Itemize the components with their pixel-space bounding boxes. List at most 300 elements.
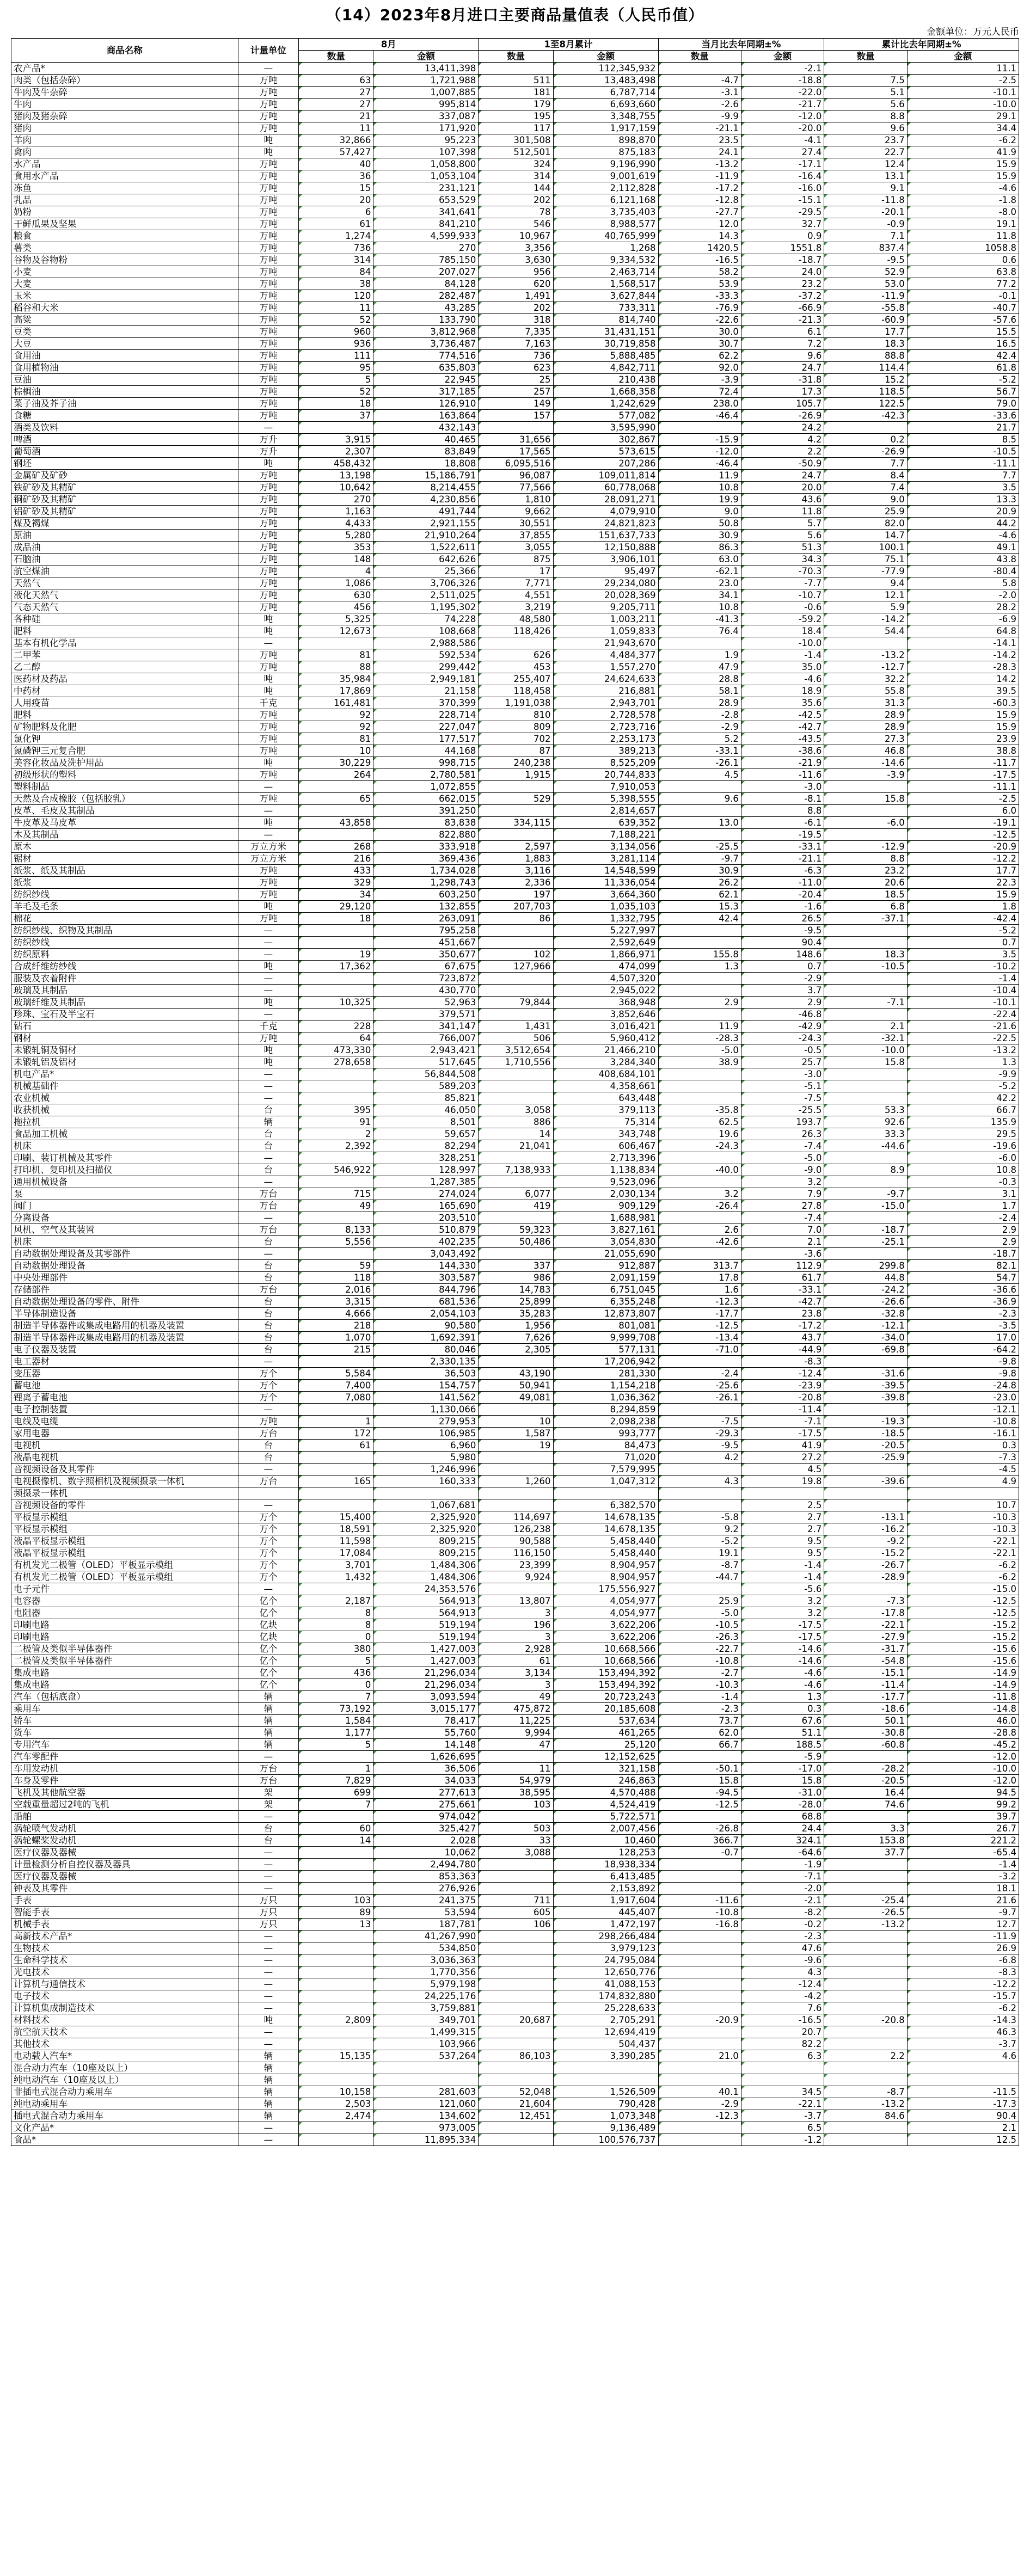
cell-yoy-month-amt: -22.1 — [741, 2098, 824, 2110]
cell-month-qty: 18 — [299, 398, 373, 410]
cell-month-amt: 1,522,611 — [373, 542, 479, 554]
cell-month-amt: 341,641 — [373, 206, 479, 218]
cell-cum-amt: 41,088,153 — [553, 1978, 658, 1990]
cell-month-amt: 592,534 — [373, 649, 479, 661]
cell-unit: 万吨 — [238, 518, 299, 530]
cell-yoy-cum-amt: 56.7 — [907, 386, 1019, 398]
cell-month-qty: 15,135 — [299, 2050, 373, 2062]
cell-yoy-cum-amt: -65.4 — [907, 1847, 1019, 1859]
table-row — [11, 1775, 1019, 1787]
cell-yoy-month-qty: -29.3 — [658, 1428, 741, 1440]
cell-month-qty — [299, 1978, 373, 1990]
cell-name: 音视频设备的零件 — [11, 1499, 238, 1511]
table-row — [11, 1104, 1019, 1116]
cell-yoy-cum-qty: -26.9 — [824, 446, 907, 458]
cell-month-amt: 24,225,176 — [373, 1990, 479, 2002]
cell-yoy-cum-amt: 12.5 — [907, 2134, 1019, 2146]
cell-cum-amt: 2,705,291 — [553, 2014, 658, 2026]
cell-yoy-month-qty: -13.4 — [658, 1332, 741, 1344]
cell-unit: 万吨 — [238, 302, 299, 314]
cell-yoy-cum-amt: 22.3 — [907, 877, 1019, 889]
cell-unit: — — [238, 1499, 299, 1511]
cell-month-amt: 337,087 — [373, 110, 479, 122]
cell-unit: 万个 — [238, 1511, 299, 1523]
cell-yoy-cum-amt: 10.8 — [907, 1164, 1019, 1176]
cell-name: 纸浆 — [11, 877, 238, 889]
cell-month-qty: 5,584 — [299, 1368, 373, 1380]
cell-month-qty: 37 — [299, 410, 373, 422]
cell-unit: — — [238, 2134, 299, 2146]
cell-month-qty: 1,432 — [299, 1571, 373, 1583]
cell-month-amt: 432,143 — [373, 422, 479, 434]
cell-cum-qty: 25 — [479, 374, 553, 386]
cell-month-amt: 3,812,968 — [373, 326, 479, 338]
cell-cum-qty: 126,238 — [479, 1523, 553, 1535]
cell-yoy-month-amt: 82.2 — [741, 2038, 824, 2050]
header-qty: 数量 — [299, 51, 373, 63]
cell-cum-amt: 21,055,690 — [553, 1248, 658, 1260]
cell-yoy-cum-amt: -36.6 — [907, 1284, 1019, 1296]
cell-cum-amt: 5,888,485 — [553, 350, 658, 362]
table-row — [11, 1703, 1019, 1715]
cell-yoy-cum-qty: 18.3 — [824, 949, 907, 961]
cell-month-amt — [373, 1487, 479, 1499]
cell-name: 智能手表 — [11, 1907, 238, 1919]
cell-yoy-month-amt: -6.1 — [741, 817, 824, 829]
cell-yoy-month-amt: -7.1 — [741, 1416, 824, 1428]
cell-month-amt: 21,296,034 — [373, 1667, 479, 1679]
cell-cum-amt: 1,866,971 — [553, 949, 658, 961]
cell-yoy-cum-amt: -14.9 — [907, 1667, 1019, 1679]
cell-yoy-cum-qty: 25.9 — [824, 506, 907, 518]
cell-yoy-month-amt: -17.2 — [741, 1320, 824, 1332]
cell-cum-amt: 21,466,210 — [553, 1044, 658, 1056]
cell-yoy-cum-qty: 15.8 — [824, 793, 907, 805]
cell-cum-amt: 18,938,334 — [553, 1859, 658, 1871]
cell-yoy-cum-qty: -8.7 — [824, 2086, 907, 2098]
cell-month-qty: 120 — [299, 290, 373, 302]
cell-yoy-cum-qty: 8.8 — [824, 110, 907, 122]
cell-month-amt: 370,399 — [373, 697, 479, 709]
cell-yoy-month-amt: -25.5 — [741, 1104, 824, 1116]
cell-yoy-month-amt: -22.0 — [741, 87, 824, 99]
cell-cum-qty: 96,087 — [479, 470, 553, 482]
cell-unit: 万吨 — [238, 122, 299, 134]
cell-yoy-cum-qty — [824, 637, 907, 649]
cell-yoy-month-qty: -12.5 — [658, 1799, 741, 1811]
cell-cum-qty: 503 — [479, 1823, 553, 1835]
cell-yoy-cum-amt: 6.0 — [907, 805, 1019, 817]
cell-cum-amt: 12,150,888 — [553, 542, 658, 554]
cell-month-amt: 107,398 — [373, 146, 479, 158]
cell-cum-amt: 6,355,248 — [553, 1296, 658, 1308]
cell-yoy-cum-amt: -45.2 — [907, 1739, 1019, 1751]
cell-name: 涡轮喷气发动机 — [11, 1823, 238, 1835]
cell-month-qty: 8 — [299, 1607, 373, 1619]
cell-yoy-month-qty: 2.6 — [658, 1224, 741, 1236]
cell-cum-qty: 7,626 — [479, 1332, 553, 1344]
cell-name: 机械手表 — [11, 1919, 238, 1931]
cell-month-amt: 317,185 — [373, 386, 479, 398]
cell-yoy-cum-amt: 42.4 — [907, 350, 1019, 362]
cell-yoy-cum-amt: -9.8 — [907, 1356, 1019, 1368]
cell-yoy-month-qty: -26.3 — [658, 1631, 741, 1643]
cell-cum-amt: 6,382,570 — [553, 1499, 658, 1511]
cell-cum-qty: 324 — [479, 158, 553, 170]
cell-yoy-month-amt: 24.4 — [741, 1823, 824, 1835]
cell-yoy-month-amt: 0.9 — [741, 230, 824, 242]
cell-yoy-cum-amt: 99.2 — [907, 1799, 1019, 1811]
cell-yoy-cum-amt: 28.2 — [907, 601, 1019, 613]
cell-month-amt: 1,484,306 — [373, 1571, 479, 1583]
cell-yoy-cum-qty: -11.4 — [824, 1679, 907, 1691]
cell-name: 插电式混合动力乘用车 — [11, 2110, 238, 2122]
table-row — [11, 446, 1019, 458]
cell-yoy-month-qty — [658, 1811, 741, 1823]
cell-yoy-month-qty — [658, 1978, 741, 1990]
cell-yoy-month-qty: -22.6 — [658, 314, 741, 326]
cell-yoy-month-qty: -4.7 — [658, 75, 741, 87]
cell-yoy-cum-amt: 5.8 — [907, 577, 1019, 589]
cell-cum-amt: 12,152,625 — [553, 1751, 658, 1763]
cell-cum-amt: 2,592,649 — [553, 937, 658, 949]
header-cumulative: 1至8月累计 — [479, 39, 658, 51]
cell-month-qty — [299, 422, 373, 434]
cell-yoy-cum-amt: -33.6 — [907, 410, 1019, 422]
cell-yoy-month-amt: -16.4 — [741, 170, 824, 182]
cell-unit: 万吨 — [238, 554, 299, 565]
cell-yoy-cum-qty: 28.9 — [824, 721, 907, 733]
cell-yoy-cum-amt: 29.5 — [907, 1128, 1019, 1140]
cell-cum-qty: 6,077 — [479, 1188, 553, 1200]
cell-name: 氯化钾 — [11, 733, 238, 745]
cell-cum-qty: 21,604 — [479, 2098, 553, 2110]
cell-yoy-cum-qty: 75.1 — [824, 554, 907, 565]
cell-month-qty — [299, 973, 373, 985]
cell-yoy-month-qty — [658, 1080, 741, 1092]
cell-cum-qty — [479, 2026, 553, 2038]
cell-yoy-month-qty — [658, 2074, 741, 2086]
cell-unit: — — [238, 637, 299, 649]
cell-cum-qty: 334,115 — [479, 817, 553, 829]
cell-yoy-month-amt: 32.7 — [741, 218, 824, 230]
cell-month-amt: 1,427,003 — [373, 1643, 479, 1655]
cell-month-amt: 1,721,988 — [373, 75, 479, 87]
cell-cum-amt: 379,113 — [553, 1104, 658, 1116]
cell-month-amt: 2,921,155 — [373, 518, 479, 530]
cell-yoy-cum-qty: -14.6 — [824, 757, 907, 769]
cell-name: 平板显示模组 — [11, 1511, 238, 1523]
table-row — [11, 1152, 1019, 1164]
cell-name: 钢坯 — [11, 458, 238, 470]
cell-cum-amt: 5,227,997 — [553, 925, 658, 937]
table-row — [11, 470, 1019, 482]
cell-yoy-month-amt: -66.9 — [741, 302, 824, 314]
cell-yoy-cum-qty — [824, 2122, 907, 2134]
cell-yoy-month-amt: -1.4 — [741, 1571, 824, 1583]
cell-month-amt: 369,436 — [373, 853, 479, 865]
cell-month-amt: 795,258 — [373, 925, 479, 937]
cell-yoy-month-amt: -7.7 — [741, 577, 824, 589]
cell-yoy-month-qty: -16.8 — [658, 1919, 741, 1931]
cell-name: 电子元件 — [11, 1583, 238, 1595]
table-row — [11, 1859, 1019, 1871]
cell-month-amt: 128,997 — [373, 1164, 479, 1176]
cell-cum-amt: 4,507,320 — [553, 973, 658, 985]
cell-month-amt: 785,150 — [373, 254, 479, 266]
cell-yoy-cum-amt: 39.7 — [907, 1811, 1019, 1823]
cell-yoy-month-amt: -20.0 — [741, 122, 824, 134]
cell-month-amt: 2,325,920 — [373, 1523, 479, 1535]
cell-unit: 吨 — [238, 673, 299, 685]
cell-yoy-month-amt: -64.6 — [741, 1847, 824, 1859]
cell-yoy-month-qty: 1.6 — [658, 1284, 741, 1296]
cell-unit: — — [238, 1751, 299, 1763]
cell-yoy-cum-amt: -15.7 — [907, 1990, 1019, 2002]
cell-month-amt: 134,602 — [373, 2110, 479, 2122]
cell-yoy-cum-qty: -69.8 — [824, 1344, 907, 1356]
cell-yoy-cum-qty: 74.6 — [824, 1799, 907, 1811]
cell-yoy-month-qty — [658, 1464, 741, 1475]
cell-yoy-cum-qty: 53.0 — [824, 278, 907, 290]
cell-month-amt: 564,913 — [373, 1595, 479, 1607]
cell-yoy-month-amt: -16.0 — [741, 182, 824, 194]
cell-yoy-month-qty: 34.1 — [658, 589, 741, 601]
cell-yoy-month-qty: -7.5 — [658, 1416, 741, 1428]
cell-yoy-cum-amt: -4.6 — [907, 182, 1019, 194]
table-row — [11, 1212, 1019, 1224]
cell-unit: 万吨 — [238, 470, 299, 482]
cell-unit: 万吨 — [238, 542, 299, 554]
table-row — [11, 2014, 1019, 2026]
cell-yoy-cum-qty: 12.4 — [824, 158, 907, 170]
cell-yoy-cum-amt: -10.2 — [907, 961, 1019, 973]
cell-unit: 万吨 — [238, 266, 299, 278]
cell-yoy-month-amt: 2.1 — [741, 1236, 824, 1248]
cell-unit: — — [238, 2002, 299, 2014]
cell-yoy-month-amt: 9.6 — [741, 350, 824, 362]
cell-cum-amt: 75,314 — [553, 1116, 658, 1128]
cell-name: 小麦 — [11, 266, 238, 278]
cell-yoy-month-qty — [658, 1356, 741, 1368]
cell-month-qty — [299, 1966, 373, 1978]
cell-name: 煤及褐煤 — [11, 518, 238, 530]
cell-yoy-month-qty: -5.0 — [658, 1044, 741, 1056]
cell-name: 电阻器 — [11, 1607, 238, 1619]
cell-yoy-cum-qty: 6.8 — [824, 901, 907, 913]
cell-unit: — — [238, 925, 299, 937]
cell-yoy-cum-amt: 0.7 — [907, 937, 1019, 949]
table-row — [11, 913, 1019, 925]
cell-name: 水产品 — [11, 158, 238, 170]
cell-yoy-month-qty — [658, 2062, 741, 2074]
cell-unit: 万吨 — [238, 1416, 299, 1428]
cell-unit: 万台 — [238, 1200, 299, 1212]
cell-yoy-month-amt: -33.1 — [741, 841, 824, 853]
cell-yoy-month-qty: -12.0 — [658, 446, 741, 458]
cell-yoy-cum-amt: -15.6 — [907, 1655, 1019, 1667]
cell-name: 电视机 — [11, 1440, 238, 1452]
cell-yoy-cum-amt: -12.2 — [907, 853, 1019, 865]
cell-yoy-month-qty: 62.0 — [658, 1727, 741, 1739]
cell-name: 纺织纱线 — [11, 937, 238, 949]
cell-name: 集成电路 — [11, 1667, 238, 1679]
cell-yoy-month-qty: 11.9 — [658, 1020, 741, 1032]
cell-yoy-cum-amt: -11.5 — [907, 2086, 1019, 2098]
table-row — [11, 817, 1019, 829]
cell-yoy-cum-amt: -11.8 — [907, 1691, 1019, 1703]
cell-cum-qty: 14 — [479, 1128, 553, 1140]
cell-cum-amt: 10,460 — [553, 1835, 658, 1847]
cell-month-qty — [299, 1248, 373, 1260]
cell-unit: 吨 — [238, 685, 299, 697]
cell-yoy-cum-amt: 14.2 — [907, 673, 1019, 685]
cell-cum-amt: 3,852,646 — [553, 1009, 658, 1020]
cell-cum-qty: 17,565 — [479, 446, 553, 458]
cell-yoy-cum-amt: -2.3 — [907, 1308, 1019, 1320]
cell-yoy-cum-amt: -0.3 — [907, 1176, 1019, 1188]
cell-yoy-month-amt: -50.9 — [741, 458, 824, 470]
cell-cum-qty — [479, 1487, 553, 1499]
cell-unit: 台 — [238, 1452, 299, 1464]
cell-month-amt: 2,325,920 — [373, 1511, 479, 1523]
cell-cum-amt: 1,332,795 — [553, 913, 658, 925]
cell-yoy-cum-qty: -39.8 — [824, 1392, 907, 1404]
cell-month-qty — [299, 2002, 373, 2014]
cell-yoy-month-amt: 1551.8 — [741, 242, 824, 254]
cell-unit: 万吨 — [238, 506, 299, 518]
cell-yoy-cum-qty: 27.3 — [824, 733, 907, 745]
cell-month-qty — [299, 63, 373, 75]
cell-yoy-cum-qty: -60.8 — [824, 1739, 907, 1751]
cell-cum-amt: 14,678,135 — [553, 1523, 658, 1535]
cell-name: 平板显示模组 — [11, 1523, 238, 1535]
cell-yoy-month-amt: -11.4 — [741, 1404, 824, 1416]
cell-yoy-month-qty: 50.8 — [658, 518, 741, 530]
cell-month-amt: 1,053,104 — [373, 170, 479, 182]
cell-cum-amt: 6,121,168 — [553, 194, 658, 206]
cell-yoy-month-qty: -16.5 — [658, 254, 741, 266]
cell-yoy-month-amt: -21.9 — [741, 757, 824, 769]
cell-month-qty: 49 — [299, 1200, 373, 1212]
cell-yoy-month-qty: 1420.5 — [658, 242, 741, 254]
cell-cum-amt: 11,336,054 — [553, 877, 658, 889]
cell-cum-amt: 504,437 — [553, 2038, 658, 2050]
cell-month-amt: 11,895,334 — [373, 2134, 479, 2146]
cell-month-qty: 52 — [299, 386, 373, 398]
cell-yoy-cum-amt: 12.7 — [907, 1919, 1019, 1931]
cell-month-qty: 7,829 — [299, 1775, 373, 1787]
cell-cum-amt: 13,483,498 — [553, 75, 658, 87]
cell-yoy-cum-amt: -18.7 — [907, 1248, 1019, 1260]
cell-cum-qty: 10 — [479, 1416, 553, 1428]
table-row — [11, 2002, 1019, 2014]
cell-month-qty: 5 — [299, 374, 373, 386]
cell-yoy-cum-qty: -77.9 — [824, 565, 907, 577]
cell-month-amt: 2,028 — [373, 1835, 479, 1847]
cell-month-amt: 653,529 — [373, 194, 479, 206]
cell-month-amt: 299,442 — [373, 661, 479, 673]
cell-yoy-month-qty: -71.0 — [658, 1344, 741, 1356]
cell-yoy-month-qty: -40.0 — [658, 1164, 741, 1176]
cell-cum-qty: 47 — [479, 1739, 553, 1751]
cell-month-amt: 160,333 — [373, 1475, 479, 1487]
table-row — [11, 530, 1019, 542]
cell-month-qty: 2,503 — [299, 2098, 373, 2110]
table-row — [11, 338, 1019, 350]
cell-yoy-cum-amt: 15.5 — [907, 326, 1019, 338]
cell-month-amt: 2,330,135 — [373, 1356, 479, 1368]
cell-yoy-cum-qty: -34.0 — [824, 1332, 907, 1344]
cell-month-amt: 303,587 — [373, 1272, 479, 1284]
cell-yoy-cum-qty: -27.9 — [824, 1631, 907, 1643]
cell-cum-qty: 3,088 — [479, 1847, 553, 1859]
cell-month-amt: 277,613 — [373, 1787, 479, 1799]
cell-yoy-month-amt: 324.1 — [741, 1835, 824, 1847]
cell-yoy-month-amt: 18.9 — [741, 685, 824, 697]
cell-cum-amt: 1,568,517 — [553, 278, 658, 290]
cell-yoy-cum-qty — [824, 2026, 907, 2038]
cell-name: 收获机械 — [11, 1104, 238, 1116]
cell-unit: 台 — [238, 1440, 299, 1452]
cell-name: 羊肉 — [11, 134, 238, 146]
cell-cum-amt: 389,213 — [553, 745, 658, 757]
cell-unit: — — [238, 1811, 299, 1823]
cell-cum-qty — [479, 1931, 553, 1942]
cell-month-qty: 380 — [299, 1643, 373, 1655]
cell-month-amt: 1,770,356 — [373, 1966, 479, 1978]
cell-yoy-cum-amt: 94.5 — [907, 1787, 1019, 1799]
cell-cum-qty: 50,941 — [479, 1380, 553, 1392]
cell-unit: 台 — [238, 1308, 299, 1320]
cell-unit: 吨 — [238, 134, 299, 146]
cell-month-qty — [299, 1452, 373, 1464]
cell-unit: 万吨 — [238, 278, 299, 290]
cell-yoy-month-qty: -22.7 — [658, 1643, 741, 1655]
cell-yoy-cum-qty: -42.3 — [824, 410, 907, 422]
cell-yoy-month-qty: -26.1 — [658, 757, 741, 769]
cell-yoy-month-qty: -62.1 — [658, 565, 741, 577]
cell-cum-qty — [479, 937, 553, 949]
cell-cum-qty: 50,486 — [479, 1236, 553, 1248]
cell-yoy-month-amt: -4.1 — [741, 134, 824, 146]
table-row — [11, 134, 1019, 146]
cell-name: 变压器 — [11, 1368, 238, 1380]
cell-month-qty: 73,192 — [299, 1703, 373, 1715]
cell-yoy-month-qty: -26.1 — [658, 1392, 741, 1404]
cell-yoy-month-amt: 7.0 — [741, 1224, 824, 1236]
cell-cum-qty — [479, 1404, 553, 1416]
table-row — [11, 422, 1019, 434]
cell-cum-amt: 21,943,670 — [553, 637, 658, 649]
cell-cum-qty: 25,899 — [479, 1296, 553, 1308]
cell-cum-amt: 4,054,977 — [553, 1607, 658, 1619]
cell-yoy-cum-amt: -6.2 — [907, 1571, 1019, 1583]
cell-month-qty — [299, 1464, 373, 1475]
table-row — [11, 1739, 1019, 1751]
cell-name: 机械基础件 — [11, 1080, 238, 1092]
cell-yoy-month-qty: 92.0 — [658, 362, 741, 374]
cell-cum-qty — [479, 63, 553, 75]
page — [11, 0, 1019, 2146]
cell-unit: 万吨 — [238, 230, 299, 242]
cell-cum-qty — [479, 1954, 553, 1966]
table-row — [11, 733, 1019, 745]
cell-month-qty: 95 — [299, 362, 373, 374]
cell-cum-qty: 956 — [479, 266, 553, 278]
cell-unit: — — [238, 1966, 299, 1978]
cell-yoy-month-amt: 1.3 — [741, 1691, 824, 1703]
